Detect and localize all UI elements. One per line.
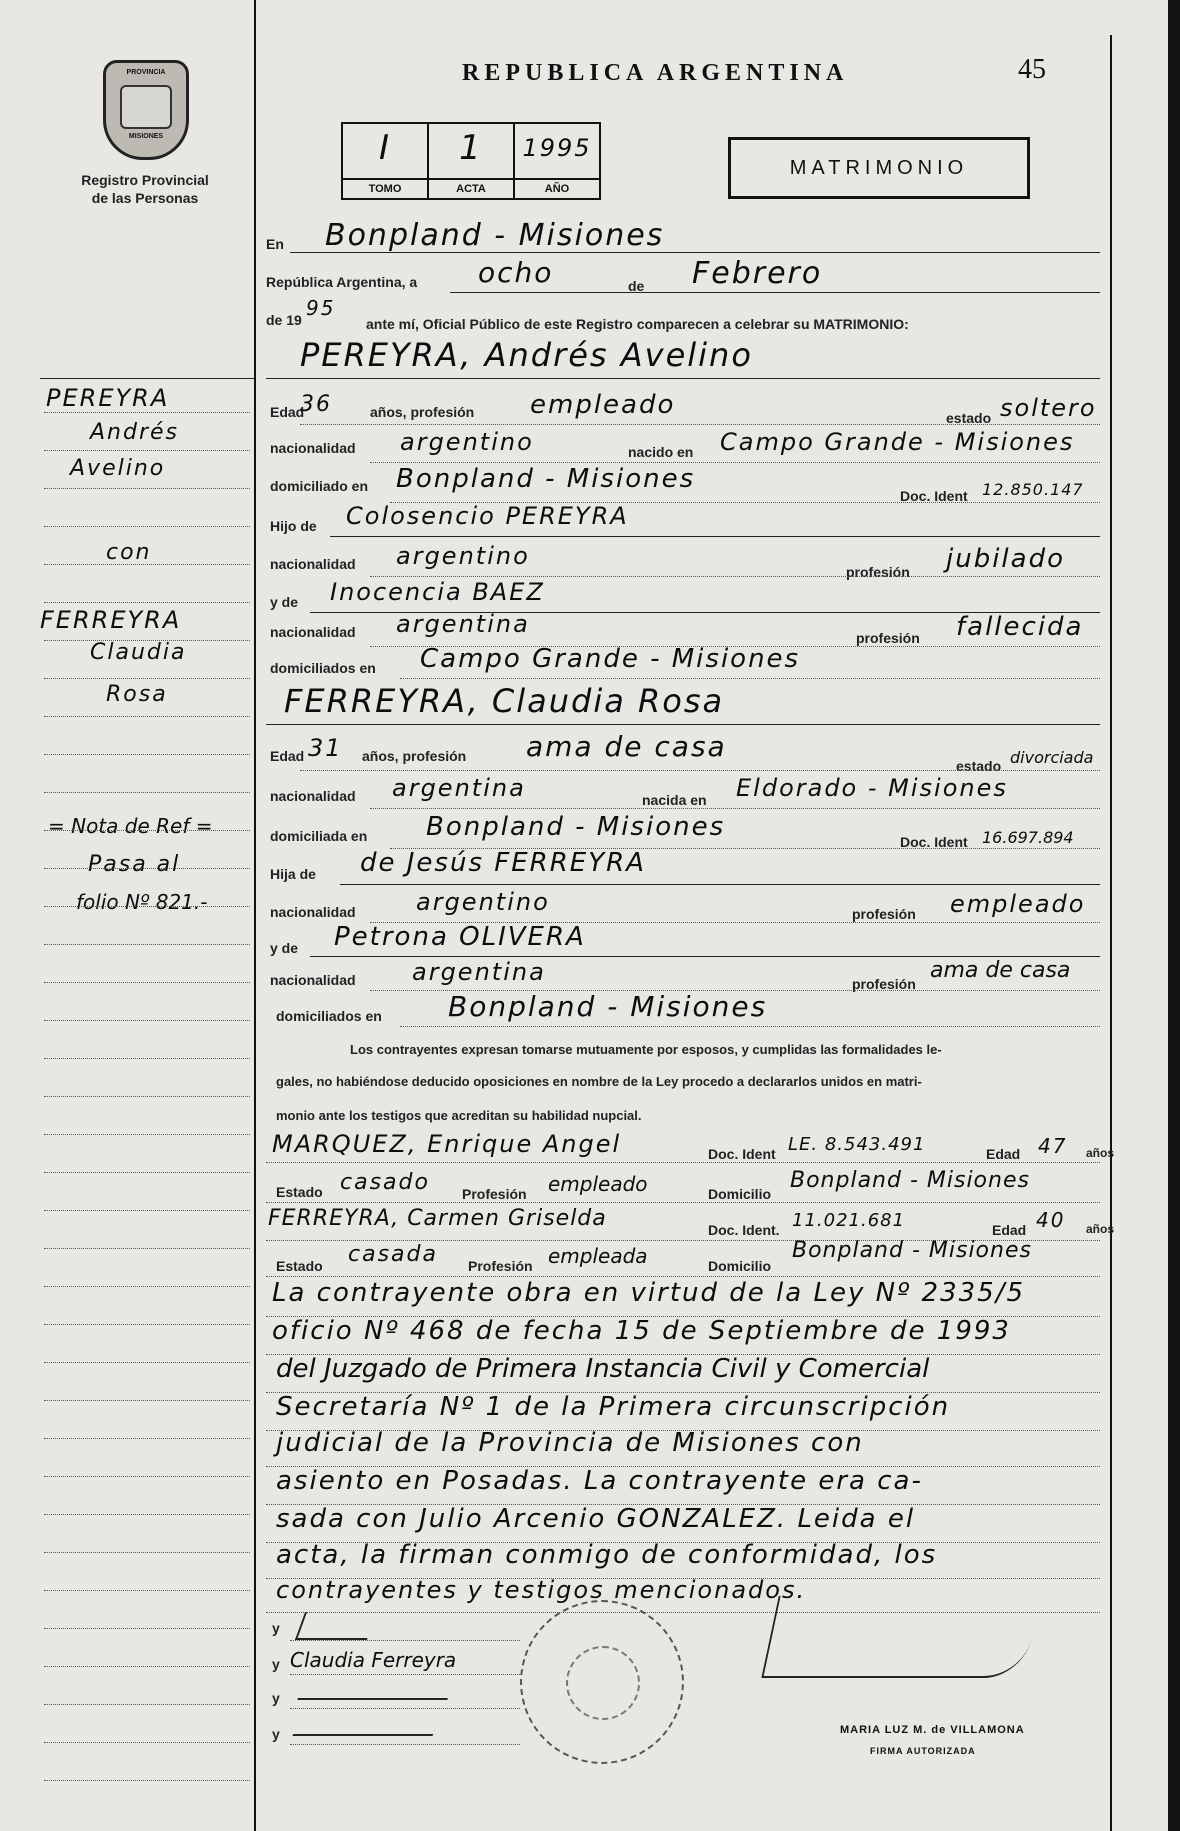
groom-parents-domicile: Campo Grande - Misiones (420, 644, 801, 674)
sig-dots-2 (290, 1674, 520, 1675)
groom-nacionalidad-label: nacionalidad (270, 440, 356, 456)
groom-doc-label: Doc. Ident (900, 488, 968, 504)
seal-emblem (120, 85, 172, 129)
bride-nationality: argentina (392, 774, 526, 802)
witness2-profesion-label: Profesión (468, 1258, 533, 1274)
groom-nationality: argentino (400, 428, 534, 456)
margin-bride-name2: Rosa (106, 682, 168, 707)
margin-groom-name1: Andrés (90, 420, 179, 445)
witness1-edad-label: Edad (986, 1146, 1021, 1162)
groom-edad-label: Edad (270, 404, 305, 420)
groom-domicile: Bonpland - Misiones (396, 464, 696, 494)
sig-dots-4 (290, 1744, 520, 1745)
witness1-anios-label: años (1086, 1146, 1115, 1160)
margin-note-1: = Nota de Ref = (48, 814, 213, 838)
country-heading: REPUBLICA ARGENTINA (462, 60, 849, 86)
margin-guide-line (44, 906, 250, 907)
groom-mother-nacionalidad-label: nacionalidad (270, 624, 356, 640)
groom-mother-prof-label: profesión (856, 630, 920, 646)
margin-con: con (106, 540, 152, 565)
bride-father-nacionalidad-label: nacionalidad (270, 904, 356, 920)
official-stamp (520, 1600, 684, 1764)
groom-father-nationality: argentino (396, 542, 530, 570)
groom-profesion-label: años, profesión (370, 404, 475, 420)
acta-cell (429, 124, 515, 198)
groom-edad-dots (300, 424, 1100, 425)
sig-y-2: y (272, 1656, 280, 1672)
bride-profession: ama de casa (526, 730, 727, 763)
bride-edad-dots (300, 770, 1100, 771)
bride-profesion-label: años, profesión (362, 748, 467, 764)
bride-domiciliados-label: domiciliados en (276, 1008, 382, 1024)
bride-name-line (266, 724, 1100, 725)
month-value: Febrero (692, 256, 823, 291)
sig-dots-1 (290, 1640, 520, 1641)
margin-groom-name2: Avelino (70, 456, 166, 481)
margin-rule-left (254, 0, 256, 1831)
sig-y-3: y (272, 1690, 280, 1706)
groom-signature (295, 1612, 377, 1640)
bride-domicilio-label: domiciliada en (270, 828, 368, 844)
margin-guide-line (44, 1552, 250, 1553)
groom-civil-status: soltero (1000, 394, 1097, 422)
note-line-9: contrayentes y testigos mencionados. (276, 1576, 807, 1604)
legal-line-3: monio ante los testigos que acreditan su habilidad nupcial. (276, 1108, 642, 1123)
groom-mother-nationality: argentina (396, 610, 530, 638)
groom-hijo-label: Hijo de (270, 518, 317, 534)
page-number: 45 (1018, 54, 1046, 85)
acta-value: 1 (459, 128, 483, 168)
witness1-doc: LE. 8.543.491 (788, 1134, 926, 1155)
margin-guide-line (44, 868, 250, 869)
registry-name-line1: Registro Provincial (81, 172, 209, 188)
republica-label: República Argentina, a (266, 274, 418, 290)
seal-top-text: PROVINCIA (126, 69, 166, 76)
witness1-profesion-label: Profesión (462, 1186, 527, 1202)
groom-father-line (330, 536, 1100, 537)
bride-signature: Claudia Ferreyra (290, 1648, 457, 1672)
bride-doc: 16.697.894 (982, 828, 1074, 847)
witness2-doc-label: Doc. Ident. (708, 1222, 780, 1238)
margin-groom-surname: PEREYRA (46, 384, 170, 412)
groom-mother-profession: fallecida (956, 612, 1084, 642)
margin-guide-line (44, 754, 250, 755)
margin-guide-line (44, 1666, 250, 1667)
margin-guide-line (44, 1514, 250, 1515)
year-label: de 19 (266, 312, 302, 328)
groom-father: Colosencio PEREYRA (346, 502, 629, 530)
margin-guide-line (44, 450, 250, 451)
provincial-seal (103, 60, 189, 160)
bride-father-nationality: argentino (416, 888, 550, 916)
bride-parents-domicile: Bonpland - Misiones (448, 990, 768, 1023)
bride-doc-label: Doc. Ident (900, 834, 968, 850)
witness1-profession: empleado (548, 1172, 648, 1196)
witness2-line2-dots (266, 1276, 1100, 1277)
margin-guide-line (44, 1096, 250, 1097)
bride-father-prof-label: profesión (852, 906, 916, 922)
registry-name-line2: de las Personas (91, 190, 199, 206)
year-value: 95 (306, 296, 336, 320)
bride-mother-nacionalidad-label: nacionalidad (270, 972, 356, 988)
witness2-estado-label: Estado (276, 1258, 323, 1274)
note-line-3: del Juzgado de Primera Instancia Civil y Comercial (276, 1354, 930, 1384)
groom-father-nacionalidad-label: nacionalidad (270, 556, 356, 572)
margin-guide-line (44, 1362, 250, 1363)
bride-birthplace: Eldorado - Misiones (736, 774, 1008, 802)
witness2-profession: empleada (548, 1244, 648, 1268)
bride-father: de Jesús FERREYRA (360, 848, 646, 878)
anio-value: 1995 (522, 134, 592, 162)
margin-guide-line (44, 944, 250, 945)
margin-guide-line (44, 1324, 250, 1325)
official-stamp-inner (566, 1646, 640, 1720)
seal-bottom-text: MISIONES (128, 133, 164, 140)
groom-father-prof-label: profesión (846, 564, 910, 580)
note-line-1: La contrayente obra en virtud de la Ley Nº 2335/5 (272, 1278, 1026, 1308)
witness1-age: 47 (1038, 1134, 1068, 1158)
margin-guide-line (44, 1248, 250, 1249)
witness1-doc-label: Doc. Ident (708, 1146, 776, 1162)
margin-guide-line (44, 1400, 250, 1401)
margin-guide-line (44, 716, 250, 717)
bride-nacionalidad-dots (370, 808, 1100, 809)
margin-guide-line (44, 526, 250, 527)
note-line-5: judicial de la Provincia de Misiones con (276, 1428, 864, 1458)
margin-guide-line (44, 1628, 250, 1629)
tomo-value: I (378, 128, 392, 168)
margin-guide-line (44, 412, 250, 413)
bride-domiciliados-dots (400, 1026, 1100, 1027)
bride-father-profession: empleado (950, 890, 1086, 918)
margin-guide-line (44, 1058, 250, 1059)
anio-label: AÑO (515, 178, 599, 198)
margin-guide-line (44, 488, 250, 489)
margin-guide-line (44, 1134, 250, 1135)
margin-guide-line (44, 1704, 250, 1705)
acta-label: ACTA (429, 178, 513, 198)
witness1-domicilio-label: Domicilio (708, 1186, 772, 1202)
witness2-name: FERREYRA, Carmen Griselda (268, 1206, 607, 1231)
margin-guide-line (44, 1590, 250, 1591)
official-name: MARIA LUZ M. de VILLAMONA (840, 1724, 1025, 1736)
bride-mother-line (310, 956, 1100, 957)
groom-father-profession: jubilado (946, 544, 1065, 574)
witness2-age: 40 (1036, 1208, 1066, 1232)
margin-guide-line (44, 830, 250, 831)
groom-name: PEREYRA, Andrés Avelino (300, 336, 753, 374)
bride-estado-label: estado (956, 758, 1002, 774)
margin-guide-line (44, 564, 250, 565)
bride-domicile: Bonpland - Misiones (426, 812, 726, 842)
groom-name-line (266, 378, 1100, 379)
place-value: Bonpland - Misiones (325, 218, 665, 253)
bride-edad-label: Edad (270, 748, 305, 764)
date-line (450, 292, 1100, 293)
bride-civil-status: divorciada (1010, 748, 1094, 767)
sig-y-1: y (272, 1620, 280, 1636)
page-edge (1168, 0, 1180, 1831)
official-signature (761, 1596, 1040, 1678)
bride-hija-label: Hija de (270, 866, 316, 882)
margin-bride-name1: Claudia (90, 640, 187, 665)
sig-dots-3 (290, 1708, 520, 1709)
groom-father-nac-dots (370, 576, 1100, 577)
note-line-2: oficio Nº 468 de fecha 15 de Septiembre de 1993 (272, 1316, 1011, 1346)
de-label: de (628, 278, 645, 294)
bride-name: FERREYRA, Claudia Rosa (284, 682, 725, 720)
margin-rule-right (1110, 35, 1112, 1831)
witness2-signature (292, 1712, 443, 1736)
margin-guide-line (44, 640, 250, 641)
groom-profession: empleado (530, 390, 676, 420)
groom-mother: Inocencia BAEZ (330, 578, 545, 606)
witness1-domicile: Bonpland - Misiones (790, 1168, 1030, 1193)
witness2-anios-label: años (1086, 1222, 1115, 1236)
groom-age: 36 (300, 392, 332, 417)
record-box (341, 122, 601, 200)
witness1-name: MARQUEZ, Enrique Angel (272, 1130, 622, 1158)
groom-doc: 12.850.147 (982, 480, 1084, 499)
place-line (290, 252, 1100, 253)
witness2-edad-label: Edad (992, 1222, 1027, 1238)
margin-guide-line (44, 1438, 250, 1439)
witness2-domicilio-label: Domicilio (708, 1258, 772, 1274)
margin-top-line (40, 378, 254, 379)
witness2-civil-status: casada (348, 1242, 438, 1267)
groom-nacido-label: nacido en (628, 444, 694, 460)
bride-yde-label: y de (270, 940, 299, 956)
note-line-6: asiento en Posadas. La contrayente era ca- (276, 1466, 923, 1496)
margin-guide-line (44, 1476, 250, 1477)
witness1-line2-dots (266, 1202, 1100, 1203)
margin-guide-line (44, 1286, 250, 1287)
bride-nacida-label: nacida en (642, 792, 707, 808)
groom-birthplace: Campo Grande - Misiones (720, 428, 1075, 456)
margin-guide-line (44, 1020, 250, 1021)
witness2-doc: 11.021.681 (792, 1210, 906, 1231)
witness1-line1-dots (266, 1162, 1100, 1163)
sig-y-4: y (272, 1726, 280, 1742)
bride-mother: Petrona OLIVERA (334, 922, 586, 952)
official-text: ante mí, Oficial Público de este Registro comparecen a celebrar su MATRIMONIO: (366, 316, 909, 332)
margin-note-2: Pasa al (88, 852, 181, 877)
bride-father-line (340, 884, 1100, 885)
day-value: ocho (478, 256, 554, 289)
tomo-cell (343, 124, 429, 198)
groom-domiciliados-label: domiciliados en (270, 660, 376, 676)
margin-guide-line (44, 1210, 250, 1211)
groom-domicilio-label: domiciliado en (270, 478, 369, 494)
bride-nacionalidad-label: nacionalidad (270, 788, 356, 804)
legal-line-1: Los contrayentes expresan tomarse mutuamente por esposos, y cumplidas las formalidades le- (350, 1042, 942, 1057)
groom-yde-label: y de (270, 594, 299, 610)
bride-mother-nationality: argentina (412, 958, 546, 986)
note-line-4: Secretaría Nº 1 de la Primera circunscripción (276, 1392, 951, 1422)
margin-guide-line (44, 1742, 250, 1743)
legal-line-2: gales, no habiéndose deducido oposiciones en nombre de la Ley procedo a declararlos unidos en matri- (276, 1074, 922, 1089)
bride-age: 31 (308, 734, 343, 762)
groom-domiciliados-dots (400, 678, 1100, 679)
tomo-label: TOMO (343, 178, 427, 198)
witness2-domicile: Bonpland - Misiones (792, 1238, 1032, 1263)
witness1-estado-label: Estado (276, 1184, 323, 1200)
groom-estado-label: estado (946, 410, 992, 426)
margin-note-3: folio Nº 821.- (76, 890, 208, 914)
margin-guide-line (44, 678, 250, 679)
bride-mother-prof-label: profesión (852, 976, 916, 992)
document-type-box: MATRIMONIO (728, 137, 1030, 199)
anio-cell (515, 124, 599, 198)
margin-bride-surname: FERREYRA (40, 606, 182, 634)
margin-guide-line (44, 1780, 250, 1781)
margin-guide-line (44, 792, 250, 793)
groom-nacionalidad-dots (370, 462, 1100, 463)
bride-mother-profession: ama de casa (930, 958, 1071, 983)
margin-guide-line (44, 1172, 250, 1173)
witness1-civil-status: casado (340, 1170, 430, 1195)
note-line-8: acta, la firman conmigo de conformidad, los (276, 1540, 938, 1570)
note-line-7: sada con Julio Arcenio GONZALEZ. Leida el (276, 1504, 916, 1534)
en-label: En (266, 236, 284, 252)
margin-guide-line (44, 982, 250, 983)
witness1-signature (297, 1680, 452, 1700)
official-caption: FIRMA AUTORIZADA (870, 1746, 976, 1756)
margin-guide-line (44, 602, 250, 603)
